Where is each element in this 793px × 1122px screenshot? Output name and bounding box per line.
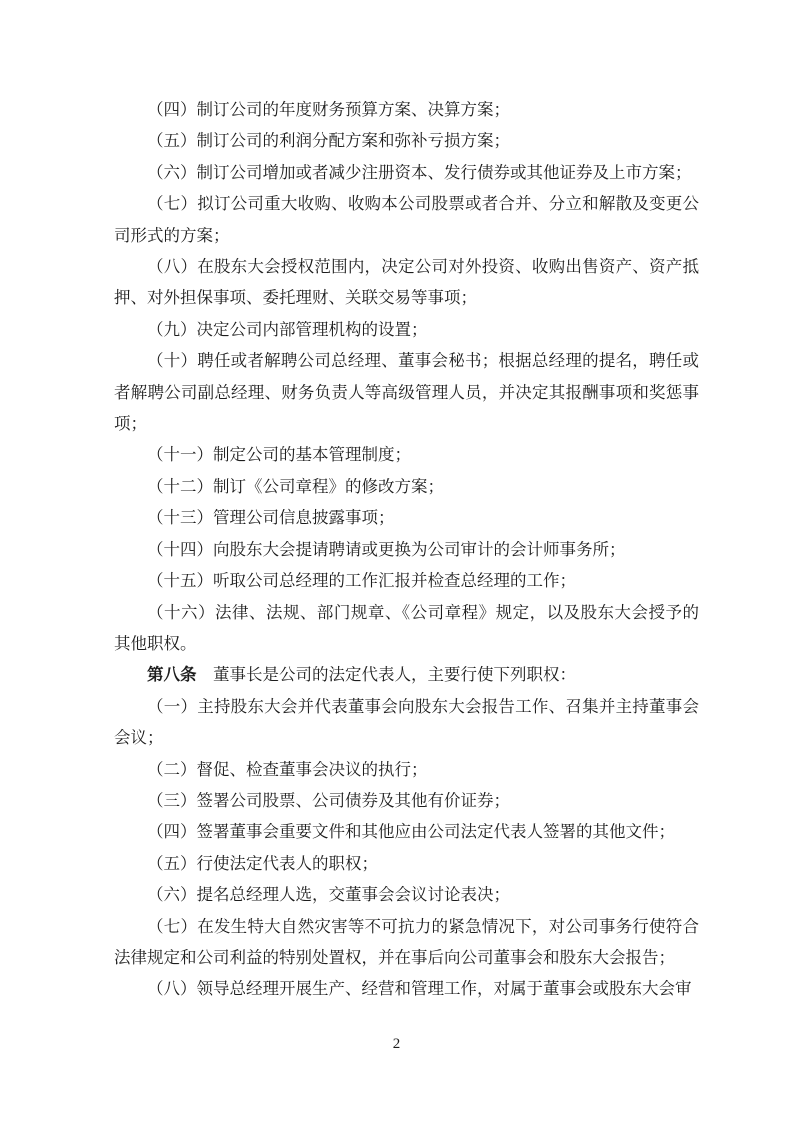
paragraph: （六）制订公司增加或者减少注册资本、发行债券或其他证券及上市方案； [147, 162, 692, 182]
paragraph: （十一）制定公司的基本管理制度； [147, 445, 411, 465]
paragraph: （三）签署公司股票、公司债券及其他有价证券； [147, 790, 510, 810]
paragraph: （六）提名总经理人选，交董事会会议讨论表决； [147, 885, 510, 905]
paragraph: （十四）向股东大会提请聘请或更换为公司审计的会计师事务所； [147, 539, 626, 559]
paragraph: （八）在股东大会授权范围内，决定公司对外投资、收购出售资产、资产抵押、对外担保事项、委托理财、关联交易等事项； [114, 257, 699, 308]
paragraph: （十）聘任或者解聘公司总经理、董事会秘书；根据总经理的提名，聘任或者解聘公司副总经理、财务负责人等高级管理人员，并决定其报酬事项和奖惩事项； [114, 351, 699, 434]
article-number: 第八条 [147, 665, 197, 685]
paragraph: （四）签署董事会重要文件和其他应由公司法定代表人签署的其他文件； [147, 822, 675, 842]
paragraph: （九）决定公司内部管理机构的设置； [147, 319, 428, 339]
article-heading-paragraph: 第八条 董事长是公司的法定代表人，主要行使下列职权： [147, 665, 576, 685]
paragraph: （八）领导总经理开展生产、经营和管理工作，对属于董事会或股东大会审 [147, 979, 692, 999]
paragraph: （十三）管理公司信息披露事项； [147, 508, 395, 528]
paragraph: （五）行使法定代表人的职权； [147, 853, 378, 873]
page-number: 2 [392, 1036, 401, 1052]
paragraph: （七）拟订公司重大收购、收购本公司股票或者合并、分立和解散及变更公司形式的方案； [114, 194, 699, 245]
paragraph: （二）督促、检查董事会决议的执行； [147, 759, 428, 779]
paragraph: （十二）制订《公司章程》的修改方案； [147, 476, 444, 496]
paragraph: （五）制订公司的利润分配方案和弥补亏损方案； [147, 131, 510, 151]
paragraph: （十五）听取公司总经理的工作汇报并检查总经理的工作； [147, 571, 576, 591]
paragraph: （七）在发生特大自然灾害等不可抗力的紧急情况下，对公司事务行使符合法律规定和公司利益的特别处置权，并在事后向公司董事会和股东大会报告； [114, 916, 699, 967]
document-body [114, 94, 699, 1005]
paragraph: （一）主持股东大会并代表董事会向股东大会报告工作、召集并主持董事会会议； [114, 696, 699, 748]
paragraph: （十六）法律、法规、部门规章、《公司章程》规定，以及股东大会授予的其他职权。 [114, 602, 699, 653]
paragraph: （四）制订公司的年度财务预算方案、决算方案； [147, 100, 510, 119]
